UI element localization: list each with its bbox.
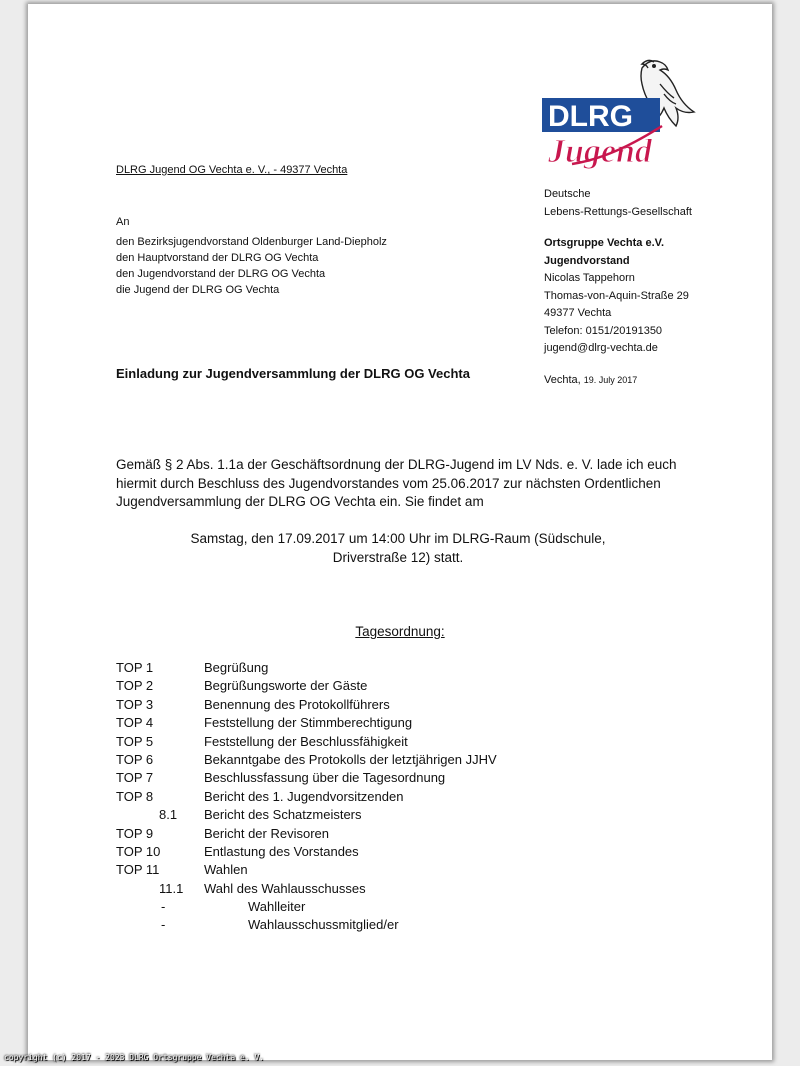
org-phone: Telefon: 0151/20191350 [544, 324, 663, 337]
agenda-item-number: TOP 6 [116, 751, 154, 767]
recipient-line: den Bezirksjugendvorstand Oldenburger Land-Diepholz [116, 236, 387, 248]
logo-top-text: DLRG [548, 100, 633, 133]
agenda-item-text: Wahlleiter [248, 899, 306, 915]
org-street: Thomas-von-Aquin-Straße 29 [544, 289, 689, 302]
agenda-item-text: Bericht des 1. Jugendvorsitzenden [204, 788, 404, 804]
recipient-line: den Hauptvorstand der DLRG OG Vechta [116, 252, 319, 264]
recipient-prefix: An [116, 216, 130, 228]
organization-block [544, 186, 692, 358]
logo-bottom-text: Jugend [548, 133, 652, 170]
agenda-item-text: Begrüßung [204, 660, 269, 675]
recipient-line: den Jugendvorstand der DLRG OG Vechta [116, 268, 326, 280]
recipient-block [116, 214, 387, 298]
agenda-item-text: Begrüßungsworte der Gäste [204, 678, 368, 694]
agenda-item-number: - [161, 917, 166, 933]
agenda-item-number: TOP 10 [116, 843, 161, 859]
org-email: jugend@dlrg-vechta.de [544, 342, 658, 354]
agenda-item-number: TOP 11 [116, 862, 160, 878]
agenda-item-number: 8.1 [159, 807, 178, 823]
agenda-item-text: Wahl des Wahlausschusses [204, 880, 366, 896]
letter-page [28, 4, 772, 1060]
agenda-item-number: TOP 4 [116, 715, 154, 731]
date-value: 19. July 2017 [583, 375, 638, 385]
agenda-item-number: 11.1 [159, 880, 184, 896]
agenda-item-text: Wahlausschussmitglied/er [248, 917, 399, 933]
agenda-item-number: TOP 3 [116, 696, 154, 712]
agenda-item-number: TOP 2 [116, 678, 154, 694]
body-line: hiermit durch Beschluss des Jugendvorstandes vom 25.06.2017 zur nächsten Ordentlichen [116, 475, 661, 491]
agenda-item-number: TOP 7 [116, 770, 154, 786]
event-line: Driverstraße 12) statt. [332, 549, 464, 565]
org-line: Lebens-Rettungs-Gesellschaft [544, 205, 692, 218]
agenda-item-number: TOP 1 [116, 660, 154, 675]
agenda-heading [28, 624, 772, 639]
agenda-item-text: Bericht des Schatzmeisters [204, 807, 362, 823]
agenda-item-text: Feststellung der Stimmberechtigung [204, 715, 413, 731]
agenda-item-number: TOP 9 [116, 825, 154, 841]
sender-line: DLRG Jugend OG Vechta e. V., - 49377 Vechta [116, 164, 348, 176]
agenda-item-text: Beschlussfassung über die Tagesordnung [204, 770, 446, 786]
agenda-item-text: Feststellung der Beschlussfähigkeit [204, 733, 408, 749]
copyright-footer: copyright (c) 2017 - 2023 DLRG Ortsgruppe Vechta e. V. [4, 1053, 265, 1062]
agenda-item-text: Benennung des Protokollführers [204, 696, 390, 712]
org-line: Deutsche [544, 188, 591, 200]
event-details [188, 530, 608, 567]
agenda-heading-text: Tagesordnung: [355, 624, 445, 639]
org-dept: Jugendvorstand [544, 254, 630, 267]
agenda-item-number: TOP 5 [116, 733, 154, 749]
recipient-line: die Jugend der DLRG OG Vechta [116, 284, 280, 296]
org-group: Ortsgruppe Vechta e.V. [544, 237, 665, 249]
body-line: Jugendversammlung der DLRG OG Vechta ein. Sie findet am [116, 494, 484, 509]
agenda-item-number: TOP 8 [116, 788, 154, 804]
agenda-item-text: Wahlen [204, 862, 248, 878]
eagle-logo-icon [542, 54, 712, 174]
body-line: Gemäß § 2 Abs. 1.1a der Geschäftsordnung der DLRG-Jugend im LV Nds. e. V. lade ich euch [116, 457, 677, 472]
org-contact-name: Nicolas Tappehorn [544, 272, 635, 284]
letter-body [116, 456, 696, 512]
agenda-item-text: Bekanntgabe des Protokolls der letztjährigen JJHV [204, 751, 497, 767]
letter-subject: Einladung zur Jugendversammlung der DLRG OG Vechta [116, 366, 470, 381]
org-city: 49377 Vechta [544, 307, 612, 319]
agenda-item-text: Bericht der Revisoren [204, 825, 329, 841]
agenda-item-text: Entlastung des Vorstandes [204, 843, 359, 859]
letter-date [544, 374, 637, 386]
date-place: Vechta, [544, 374, 581, 386]
dlrg-jugend-logo [542, 54, 712, 174]
event-line: Samstag, den 17.09.2017 um 14:00 Uhr im DLRG-Raum (Südschule, [190, 531, 606, 546]
agenda-item-number: - [161, 899, 166, 915]
